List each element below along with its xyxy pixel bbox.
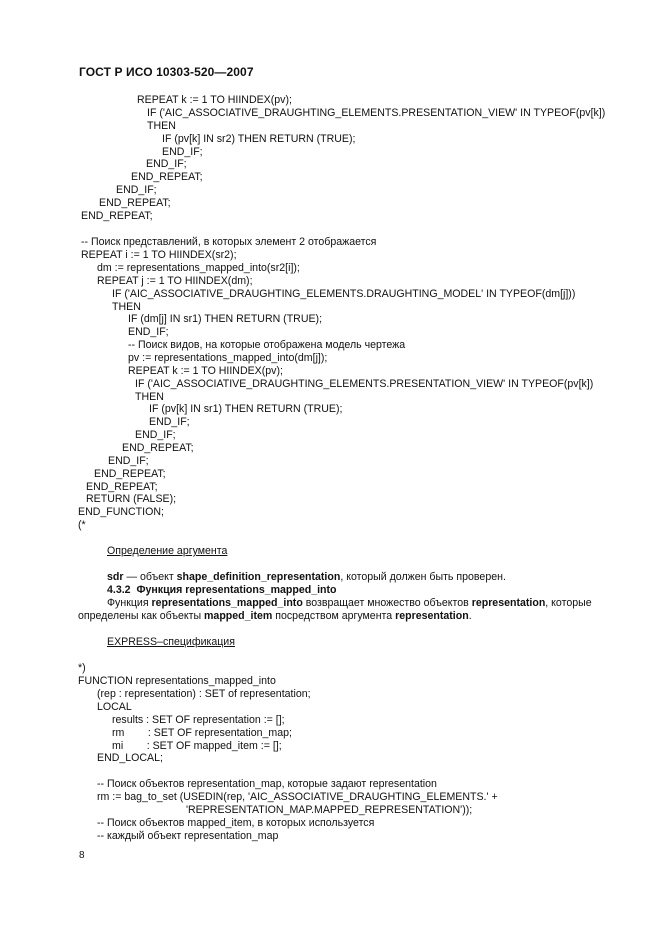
code-comment: -- Поиск представлений, в которых элемент 2 отображается — [81, 236, 377, 248]
code-line: END_LOCAL; — [97, 752, 163, 764]
section-number: 4.3.2 — [107, 584, 131, 596]
code-line: 'REPRESENTATION_MAP.MAPPED_REPRESENTATION')); — [186, 804, 473, 816]
code-line: REPEAT i := 1 TO HIINDEX(sr2); — [81, 249, 237, 261]
code-comment: -- Поиск видов, на которые отображена модель чертежа — [128, 339, 406, 351]
code-line: LOCAL — [97, 701, 132, 713]
code-line: IF ('AIC_ASSOCIATIVE_DRAUGHTING_ELEMENTS.PRESENTATION_VIEW' IN TYPEOF(pv[k]) — [135, 378, 594, 390]
code-line: END_REPEAT; — [99, 197, 171, 209]
code-line: THEN — [112, 301, 141, 313]
code-line: END_REPEAT; — [122, 442, 194, 454]
code-line: (rep : representation) : SET of representation; — [97, 688, 311, 700]
code-comment: -- Поиск объектов mapped_item, в которых используется — [97, 817, 375, 829]
section-paragraph-line-1: Функция representations_mapped_into возвращает множество объектов representation, которые — [107, 597, 592, 609]
code-line: IF ('AIC_ASSOCIATIVE_DRAUGHTING_ELEMENTS.PRESENTATION_VIEW' IN TYPEOF(pv[k]) — [147, 107, 606, 119]
code-line: IF (dm[j] IN sr1) THEN RETURN (TRUE); — [128, 313, 323, 325]
code-line: END_IF; — [108, 455, 149, 467]
page-number: 8 — [79, 850, 85, 861]
code-line: END_IF; — [135, 429, 176, 441]
code-line: FUNCTION representations_mapped_into — [78, 675, 276, 687]
code-line: END_REPEAT; — [86, 481, 158, 493]
code-line: RETURN (FALSE); — [86, 493, 177, 505]
code-line: results : SET OF representation := []; — [112, 714, 285, 726]
code-line: END_FUNCTION; — [78, 506, 164, 518]
code-line: END_REPEAT; — [81, 210, 153, 222]
code-line: pv := representations_mapped_into(dm[j]); — [128, 352, 328, 364]
code-line: END_IF; — [116, 184, 157, 196]
code-line: mi : SET OF mapped_item := []; — [112, 740, 282, 752]
page-header: ГОСТ Р ИСО 10303-520—2007 — [79, 65, 254, 79]
express-specification-heading: EXPRESS–спецификация — [107, 636, 235, 648]
sdr-type: shape_definition_representation — [176, 571, 341, 583]
section-title: Функция representations_mapped_into — [136, 584, 337, 596]
sdr-term: sdr — [107, 571, 124, 583]
code-line: END_IF; — [149, 416, 190, 428]
code-line: (* — [78, 519, 86, 531]
code-line: END_IF; — [162, 146, 203, 158]
code-line: REPEAT j := 1 TO HIINDEX(dm); — [97, 275, 253, 287]
code-line: END_IF; — [128, 326, 169, 338]
code-line: *) — [78, 662, 86, 674]
code-line: THEN — [147, 120, 176, 132]
code-line: rm := bag_to_set (USEDIN(rep, 'AIC_ASSOCIATIVE_DRAUGHTING_ELEMENTS.' + — [97, 791, 498, 803]
code-line: END_IF; — [146, 158, 187, 170]
code-line: IF (pv[k] IN sr2) THEN RETURN (TRUE); — [162, 133, 356, 145]
code-comment: -- каждый объект representation_map — [97, 830, 279, 842]
code-comment: -- Поиск объектов representation_map, которые задают representation — [97, 778, 437, 790]
code-line: END_REPEAT; — [131, 171, 203, 183]
section-heading — [107, 584, 337, 597]
code-line: dm := representations_mapped_into(sr2[i]); — [97, 262, 300, 274]
code-line: END_REPEAT; — [94, 468, 166, 480]
argument-sdr-paragraph: sdr — объект shape_definition_representation, который должен быть проверен. — [107, 571, 506, 583]
code-line: rm : SET OF representation_map; — [112, 727, 292, 739]
code-line: IF ('AIC_ASSOCIATIVE_DRAUGHTING_ELEMENTS.DRAUGHTING_MODEL' IN TYPEOF(dm[j])) — [112, 288, 576, 300]
code-line: IF (pv[k] IN sr1) THEN RETURN (TRUE); — [149, 403, 343, 415]
argument-definition-heading: Определение аргумента — [107, 545, 228, 557]
code-line: REPEAT k := 1 TO HIINDEX(pv); — [137, 94, 292, 106]
code-line: REPEAT k := 1 TO HIINDEX(pv); — [128, 365, 283, 377]
code-line: THEN — [135, 391, 164, 403]
section-paragraph-line-2: определены как объекты mapped_item посредством аргумента representation. — [78, 610, 472, 622]
